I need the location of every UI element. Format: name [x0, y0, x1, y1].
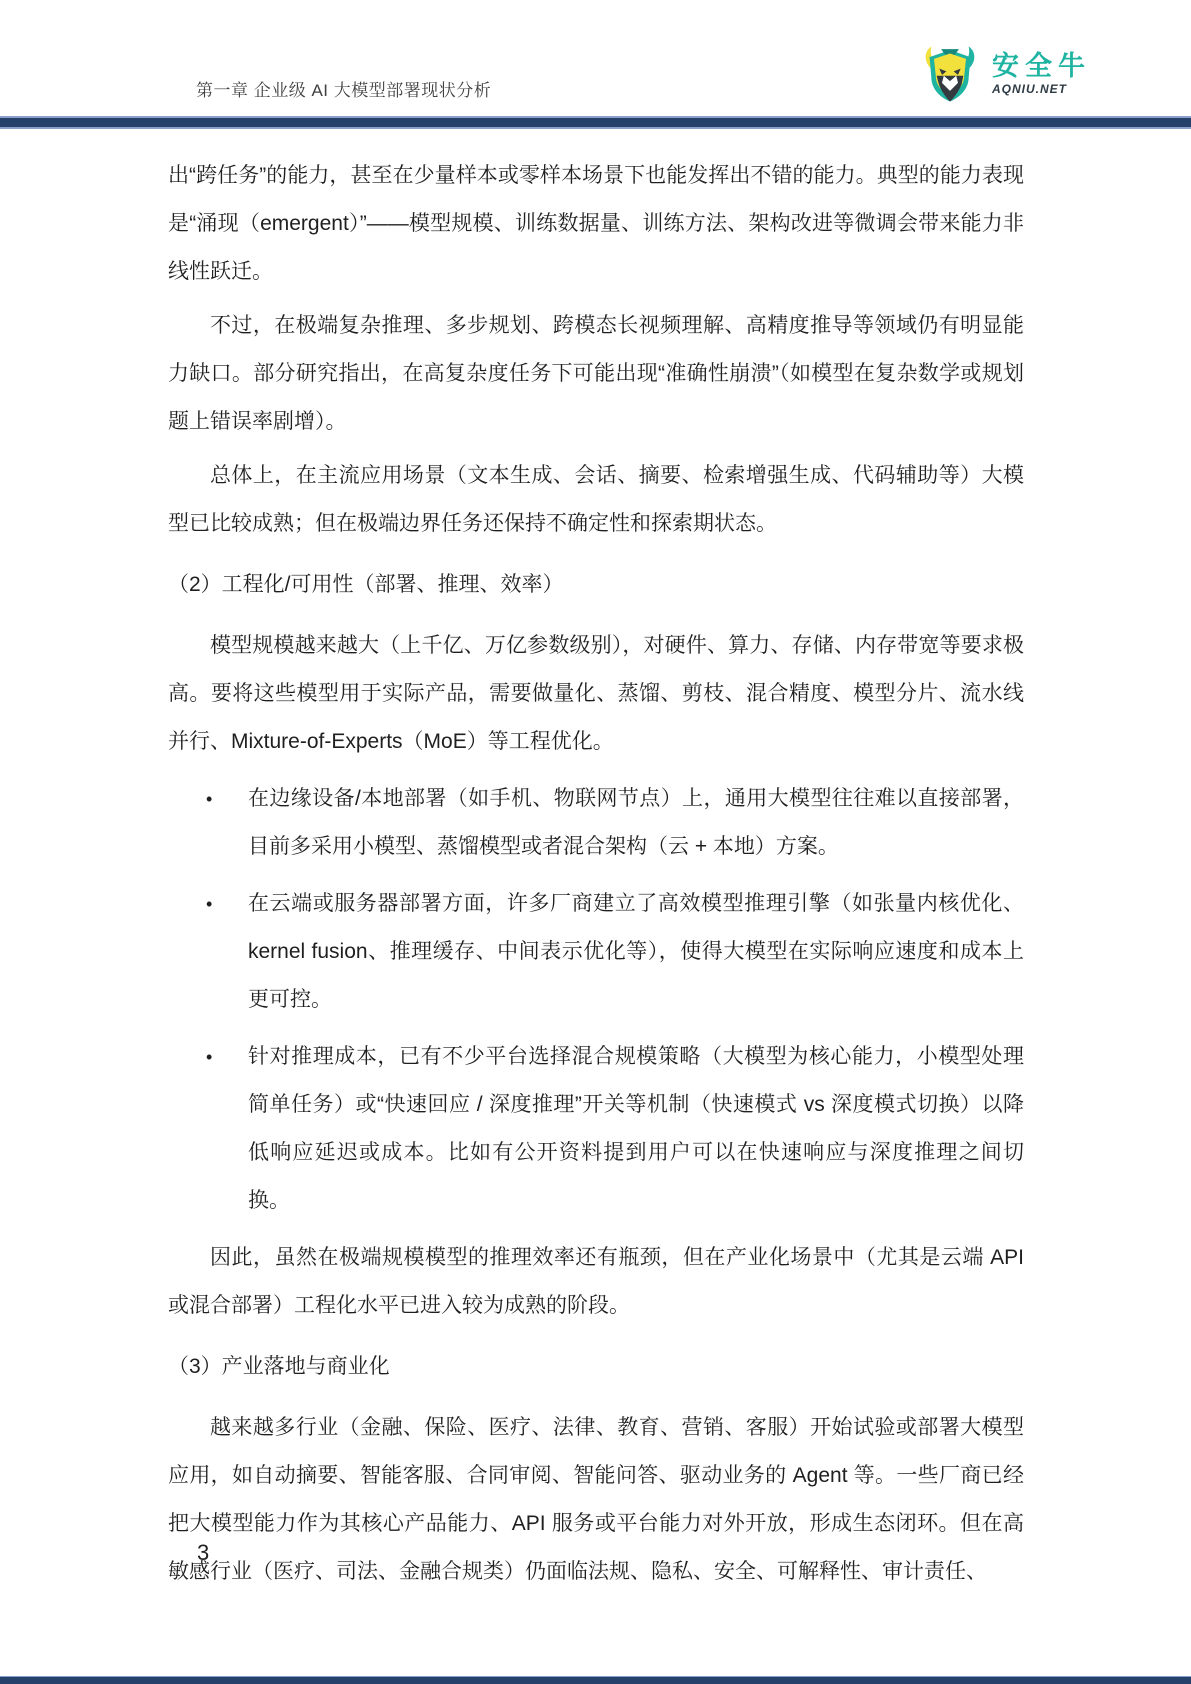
body-paragraph: 越来越多行业（金融、保险、医疗、法律、教育、营销、客服）开始试验或部署大模型应用，如自动摘要、智能客服、合同审阅、智能问答、驱动业务的 Agent 等。一些厂商已经把大模型能力作为其核心产品能力、API 服务或平台能力对外开放，形成生态闭环。但在高敏感行业（医疗、司法、金融合规类）仍面临法规、隐私、安全、可解释性、审计责任、 [168, 1416, 1024, 1583]
document-body [168, 146, 1024, 1602]
aqniu-logo [918, 42, 1091, 106]
bullet-marker-icon: • [206, 789, 213, 809]
header-divider-bar [0, 116, 1191, 129]
bullet-item [168, 775, 1024, 871]
bullet-text: 在云端或服务器部署方面，许多厂商建立了高效模型推理引擎（如张量内核优化、kernel fusion、推理缓存、中间表示优化等），使得大模型在实际响应速度和成本上更可控。 [248, 892, 1024, 1011]
bullet-marker-icon: • [206, 1047, 213, 1067]
footer-divider-bar [0, 1676, 1191, 1684]
bullet-marker-icon: • [206, 894, 213, 914]
bullet-item [168, 880, 1024, 1024]
brand-name: 安全牛 [992, 51, 1091, 81]
aqniu-bull-icon [918, 42, 982, 106]
bullet-text: 在边缘设备/本地部署（如手机、物联网节点）上，通用大模型往往难以直接部署，目前多采用小模型、蒸馏模型或者混合架构（云 + 本地）方案。 [248, 787, 1024, 858]
chapter-title: 第一章 企业级 AI 大模型部署现状分析 [196, 81, 492, 100]
body-paragraph: 出“跨任务”的能力，甚至在少量样本或零样本场景下也能发挥出不错的能力。典型的能力表现是“涌现（emergent）”——模型规模、训练数据量、训练方法、架构改进等微调会带来能力非线性跃迁。 [168, 164, 1024, 283]
section-heading: （3）产业落地与商业化 [168, 1355, 390, 1378]
body-paragraph: 不过，在极端复杂推理、多步规划、跨模态长视频理解、高精度推导等领域仍有明显能力缺口。部分研究指出，在高复杂度任务下可能出现“准确性崩溃”（如模型在复杂数学或规划题上错误率剧增）。 [168, 314, 1024, 433]
section-heading: （2）工程化/可用性（部署、推理、效率） [168, 573, 564, 596]
bullet-item [168, 1033, 1024, 1225]
body-paragraph: 模型规模越来越大（上千亿、万亿参数级别），对硬件、算力、存储、内存带宽等要求极高。要将这些模型用于实际产品，需要做量化、蒸馏、剪枝、混合精度、模型分片、流水线并行、Mixture-of-Experts（MoE）等工程优化。 [168, 634, 1024, 753]
bullet-text: 针对推理成本，已有不少平台选择混合规模策略（大模型为核心能力，小模型处理简单任务）或“快速回应 / 深度推理”开关等机制（快速模式 vs 深度模式切换）以降低响应延迟或成本。比如有公开资料提到用户可以在快速响应与深度推理之间切换。 [248, 1045, 1024, 1212]
page-number: 3 [197, 1540, 210, 1565]
page-header [0, 0, 1191, 116]
body-paragraph: 总体上，在主流应用场景（文本生成、会话、摘要、检索增强生成、代码辅助等）大模型已比较成熟；但在极端边界任务还保持不确定性和探索期状态。 [168, 464, 1024, 535]
logo-text [992, 50, 1091, 98]
brand-domain: AQNIU.NET [992, 82, 1067, 97]
body-paragraph: 因此，虽然在极端规模模型的推理效率还有瓶颈，但在产业化场景中（尤其是云端 API 或混合部署）工程化水平已进入较为成熟的阶段。 [168, 1246, 1024, 1317]
